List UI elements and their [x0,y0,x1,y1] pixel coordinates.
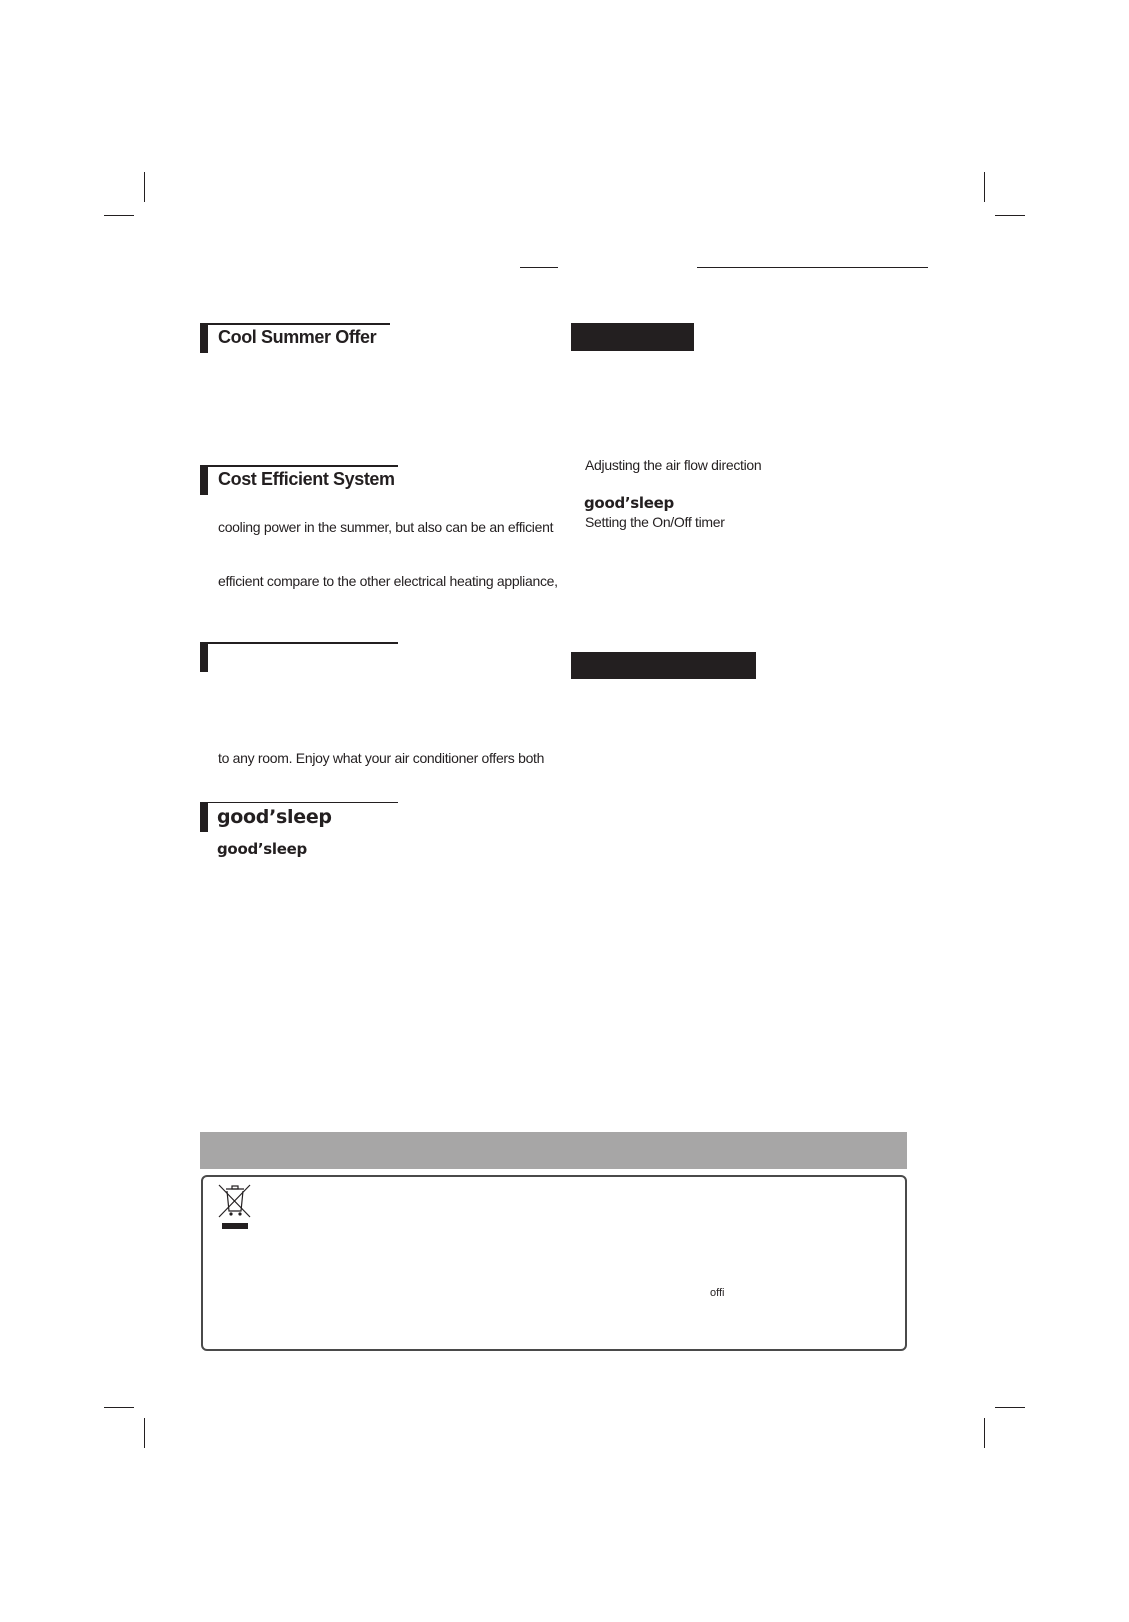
airflow-direction-item: Adjusting the air flow direction [585,457,762,473]
right-header-box-2 [571,652,756,679]
crossed-out-bin-icon [217,1183,253,1229]
crop-mark-bottom-right-horizontal [995,1407,1025,1408]
cost-efficient-line-1: cooling power in the summer, but also can be an efficient [218,519,554,535]
section-cost-efficient-system [200,465,398,495]
section-title: Cool Summer Offer [218,327,377,347]
cost-efficient-line-2: efficient compare to the other electrical heating appliance, [218,573,558,589]
crop-mark-bottom-left-horizontal [104,1407,134,1408]
good-sleep-logo-title: good’sleep [217,806,332,828]
crop-mark-top-right-vertical [984,172,985,202]
crop-mark-bottom-left-vertical [144,1418,145,1448]
section-good-sleep [200,802,398,832]
header-rule-long [697,267,928,268]
section-rule [208,465,398,467]
right-header-box-1 [571,323,694,351]
section-cool-summer-offer [200,323,390,353]
notice-text-fragment: offi [710,1287,725,1299]
on-off-timer-item: Setting the On/Off timer [585,514,725,530]
section-marker [200,465,208,495]
section-rule [208,642,398,644]
crop-mark-top-left-vertical [144,172,145,202]
untitled-section-line-1: to any room. Enjoy what your air conditioner offers both [218,750,545,766]
crop-mark-bottom-right-vertical [984,1418,985,1448]
section-marker [200,802,208,832]
section-title: Cost Efficient System [218,469,395,489]
disposal-header-band [200,1132,907,1169]
section-rule [208,802,398,803]
disposal-notice-box [201,1175,907,1351]
section-untitled [200,642,398,672]
good-sleep-logo-sub: good’sleep [217,840,307,858]
good-sleep-logo-right: good’sleep [584,494,674,512]
header-rule-short [520,267,558,268]
section-marker [200,323,208,353]
section-rule [208,323,390,325]
crop-mark-top-right-horizontal [995,215,1025,216]
section-marker [200,642,208,672]
crop-mark-top-left-horizontal [104,215,134,216]
